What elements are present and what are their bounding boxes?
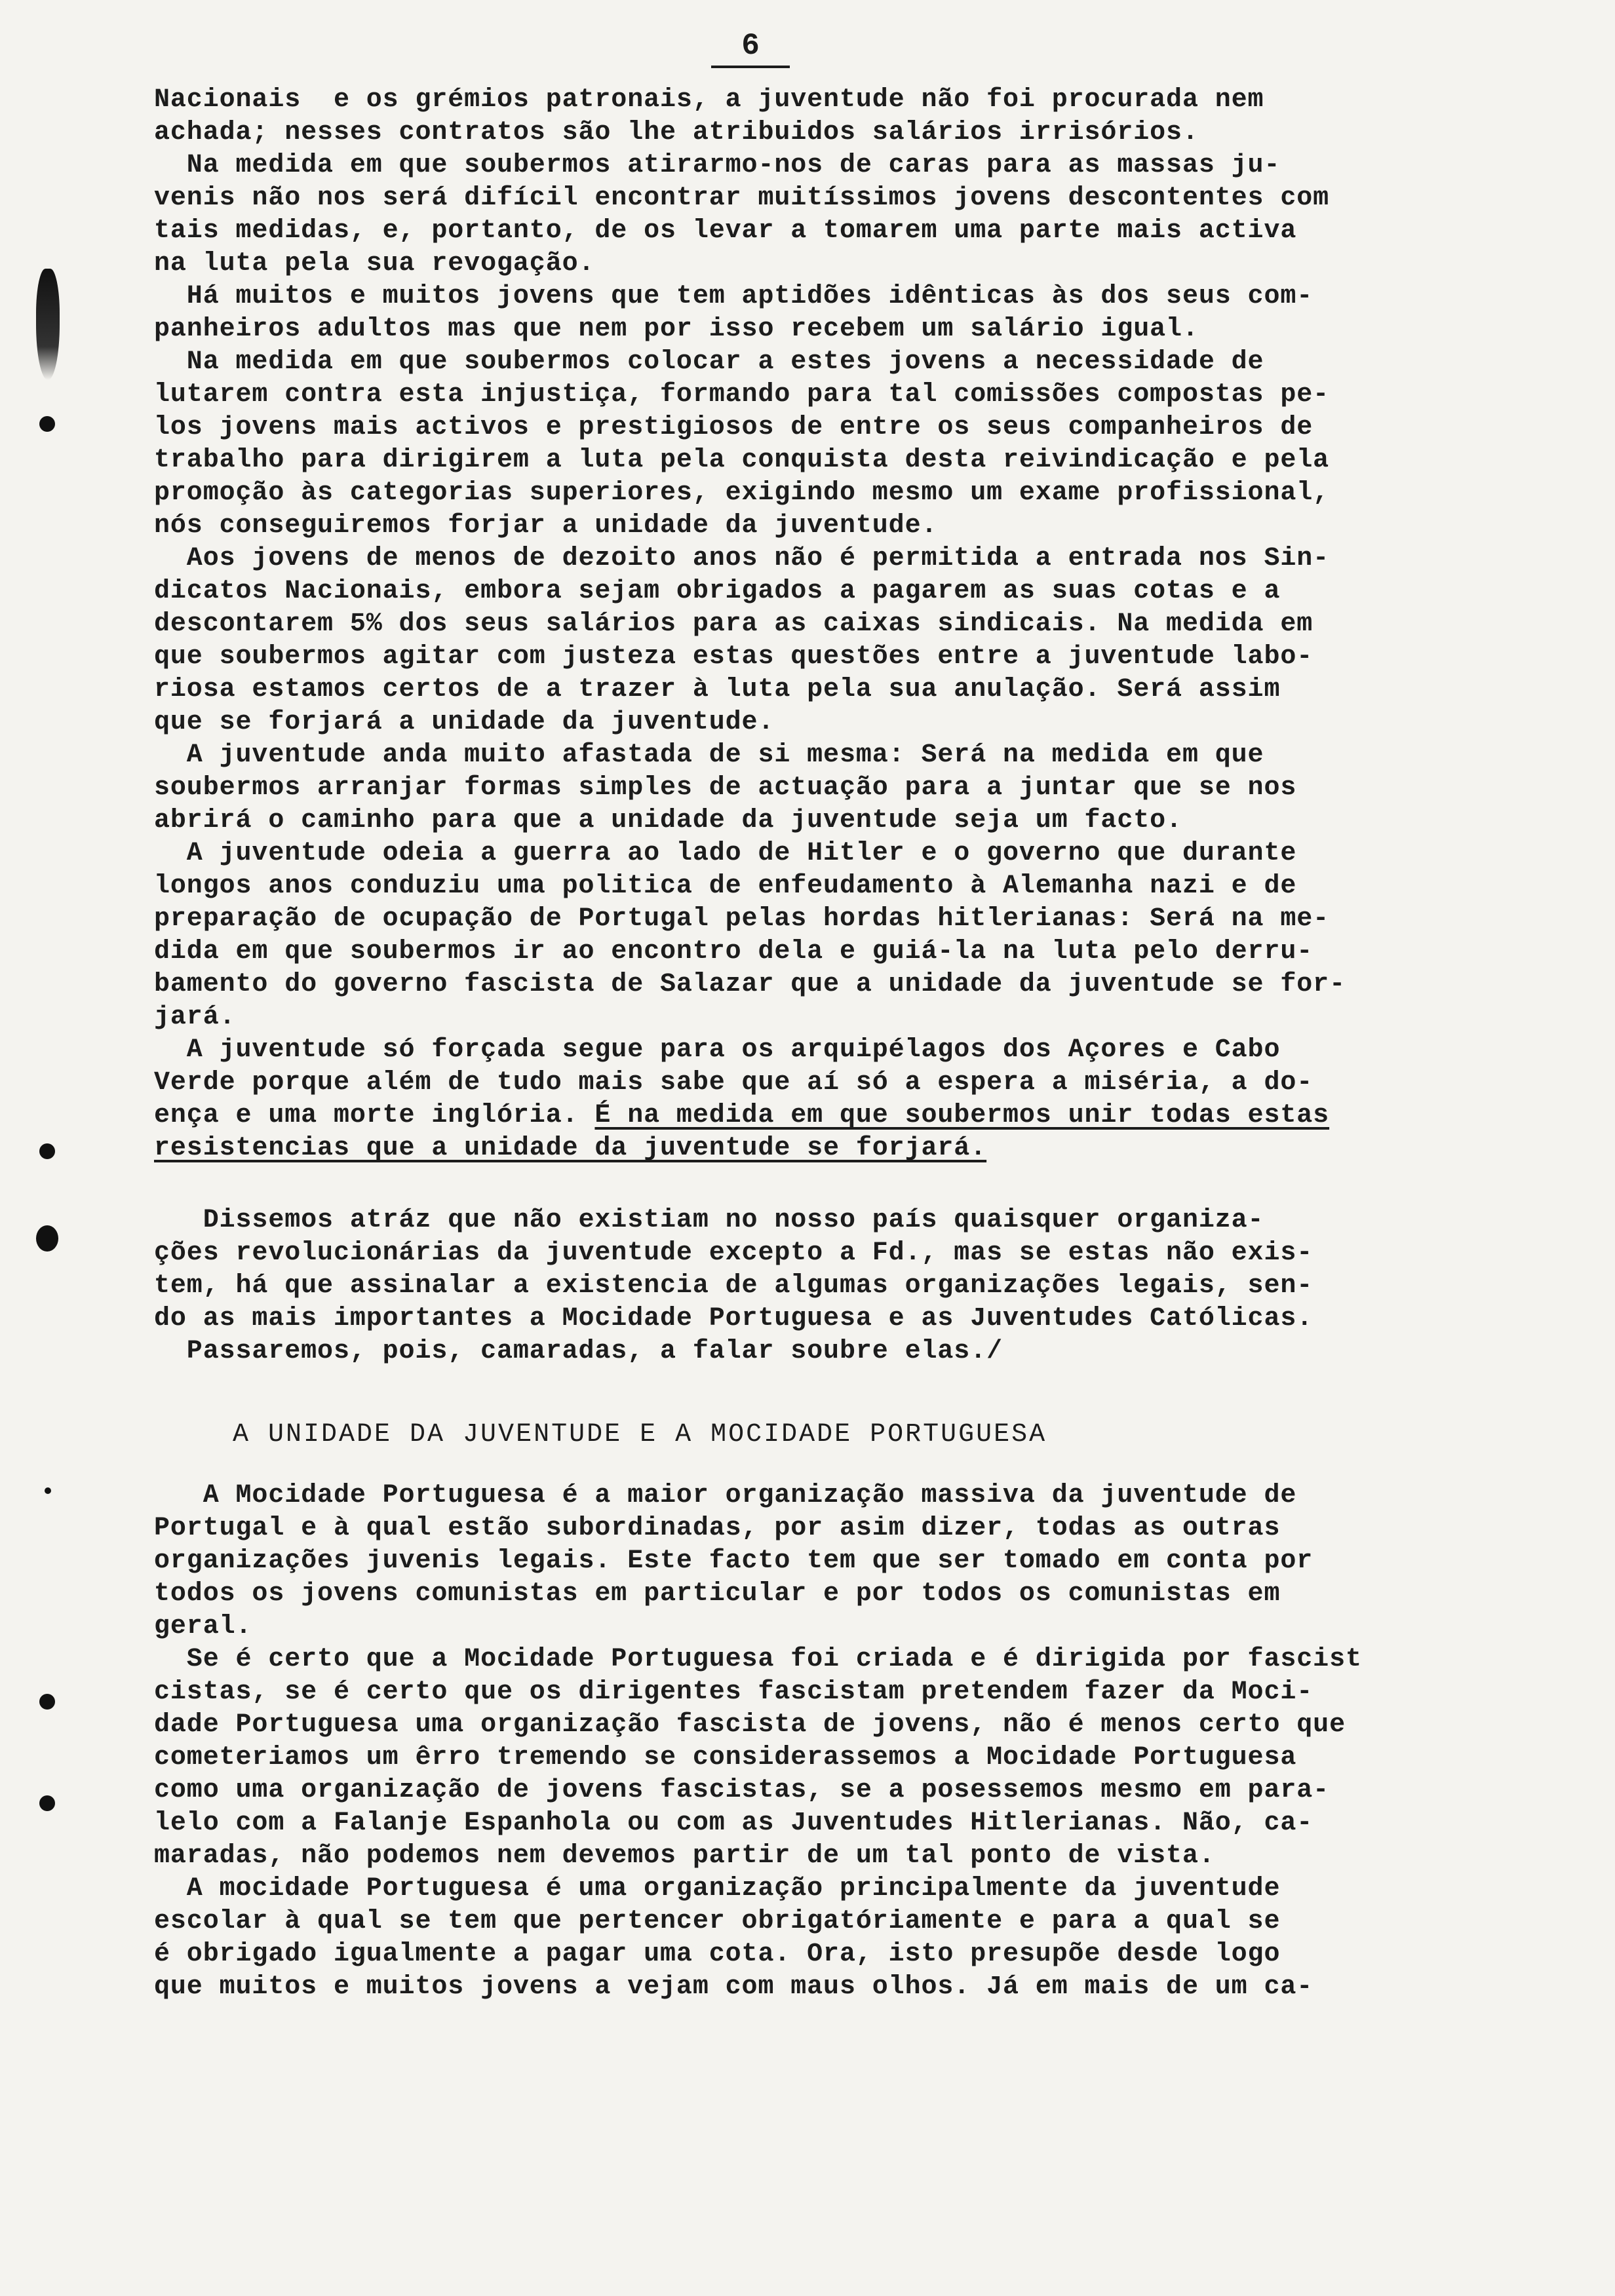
punch-hole-mark	[45, 1487, 51, 1494]
text-line: nós conseguiremos forjar a unidade da juventude.	[154, 511, 938, 541]
text-line: A juventude odeia a guerra ao lado de Hitler e o governo que durante	[154, 839, 1297, 868]
text-line: bamento do governo fascista de Salazar que a unidade da juventude se for-	[154, 970, 1346, 999]
page-number: 6	[711, 26, 790, 68]
text-line: cometeriamos um êrro tremendo se considerassemos a Mocidade Portuguesa	[154, 1743, 1297, 1772]
punch-hole-mark	[36, 1225, 58, 1252]
text-line: panheiros adultos mas que nem por isso recebem um salário igual.	[154, 315, 1199, 344]
text-line: Se é certo que a Mocidade Portuguesa foi criada e é dirigida por fascist	[154, 1645, 1362, 1674]
text-line-underlined: ença e uma morte inglória. É na medida em que soubermos unir todas estas	[154, 1101, 1330, 1130]
text-line: promoção às categorias superiores, exigindo mesmo um exame profissional,	[154, 478, 1330, 508]
text-line: dida em que soubermos ir ao encontro dela e guiá-la na luta pelo derru-	[154, 937, 1313, 966]
text-line: geral.	[154, 1612, 252, 1641]
text-line: achada; nesses contratos são lhe atribuidos salários irrisórios.	[154, 118, 1199, 147]
text-line: Na medida em que soubermos colocar a estes jovens a necessidade de	[154, 347, 1264, 377]
text-line: Verde porque além de tudo mais sabe que aí só a espera a miséria, a do-	[154, 1068, 1313, 1098]
text-line: como uma organização de jovens fascistas, se a posessemos mesmo em para-	[154, 1776, 1330, 1805]
text-line: tais medidas, e, portanto, de os levar a tomarem uma parte mais activa	[154, 216, 1297, 246]
underlined-phrase: É na medida em que soubermos unir todas estas	[594, 1101, 1330, 1130]
text-line: A juventude só forçada segue para os arquipélagos dos Açores e Cabo	[154, 1035, 1281, 1065]
text-line: cistas, se é certo que os dirigentes fascistam pretendem fazer da Moci-	[154, 1677, 1313, 1707]
punch-hole-mark	[39, 416, 55, 432]
text-line: jará.	[154, 1003, 236, 1032]
punch-hole-mark	[39, 1143, 55, 1159]
text-line: Nacionais e os grémios patronais, a juventude não foi procurada nem	[154, 85, 1264, 115]
text-line: ções revolucionárias da juventude excepto a Fd., mas se estas não exis-	[154, 1238, 1313, 1268]
text-line: Passaremos, pois, camaradas, a falar soubre elas./	[154, 1337, 1003, 1366]
text-line: tem, há que assinalar a existencia de algumas organizações legais, sen-	[154, 1271, 1313, 1301]
text-line: preparação de ocupação de Portugal pelas hordas hitlerianas: Será na me-	[154, 904, 1330, 934]
text-line: A mocidade Portuguesa é uma organização principalmente da juventude	[154, 1874, 1281, 1904]
text-line: dicatos Nacionais, embora sejam obrigados a pagarem as suas cotas e a	[154, 577, 1281, 606]
text-line: soubermos arranjar formas simples de actuação para a juntar que se nos	[154, 773, 1297, 803]
text-line: é obrigado igualmente a pagar uma cota. Ora, isto presupõe desde logo	[154, 1940, 1281, 1969]
text-line: organizações juvenis legais. Este facto tem que ser tomado em conta por	[154, 1546, 1313, 1576]
text-line: Há muitos e muitos jovens que tem aptidões idênticas às dos seus com-	[154, 282, 1313, 311]
text-line: maradas, não podemos nem devemos partir de um tal ponto de vista.	[154, 1841, 1215, 1871]
text-line: na luta pela sua revogação.	[154, 249, 595, 278]
text-line: longos anos conduziu uma politica de enfeudamento à Alemanha nazi e de	[154, 871, 1297, 901]
text-line: Na medida em que soubermos atirarmo-nos de caras para as massas ju-	[154, 151, 1281, 180]
text-line: A Mocidade Portuguesa é a maior organização massiva da juventude de	[154, 1481, 1297, 1510]
text-line: trabalho para dirigirem a luta pela conquista desta reivindicação e pela	[154, 446, 1330, 475]
text-line: lelo com a Falanje Espanhola ou com as Juventudes Hitlerianas. Não, ca-	[154, 1808, 1313, 1838]
text-line: que se forjará a unidade da juventude.	[154, 708, 775, 737]
text-line: A juventude anda muito afastada de si mesma: Será na medida em que	[154, 740, 1264, 770]
punch-hole-mark	[39, 1795, 55, 1811]
text-line: que soubermos agitar com justeza estas questões entre a juventude labo-	[154, 642, 1313, 672]
text-line: lutarem contra esta injustiça, formando para tal comissões compostas pe-	[154, 380, 1330, 410]
text-line: Aos jovens de menos de dezoito anos não é permitida a entrada nos Sin-	[154, 544, 1330, 573]
text-line: venis não nos será difícil encontrar muitíssimos jovens descontentes com	[154, 183, 1330, 213]
text-line: Portugal e à qual estão subordinadas, por asim dizer, todas as outras	[154, 1514, 1281, 1543]
text-line: dade Portuguesa uma organização fascista de jovens, não é menos certo que	[154, 1710, 1346, 1740]
text-line: todos os jovens comunistas em particular e por todos os comunistas em	[154, 1579, 1281, 1609]
section-heading: A UNIDADE DA JUVENTUDE E A MOCIDADE PORTUGUESA	[233, 1420, 1047, 1449]
punch-hole-mark	[39, 1694, 55, 1710]
text-line: Dissemos atráz que não existiam no nosso país quaisquer organiza-	[154, 1206, 1264, 1235]
text-line: descontarem 5% dos seus salários para as caixas sindicais. Na medida em	[154, 609, 1313, 639]
ink-smudge	[36, 269, 60, 380]
text-line-underlined: resistencias que a unidade da juventude se forjará.	[154, 1134, 987, 1163]
text-line: do as mais importantes a Mocidade Portuguesa e as Juventudes Católicas.	[154, 1304, 1313, 1333]
text-line: los jovens mais activos e prestigiosos de entre os seus companheiros de	[154, 413, 1313, 442]
text-line: abrirá o caminho para que a unidade da juventude seja um facto.	[154, 806, 1182, 835]
text-line: que muitos e muitos jovens a vejam com maus olhos. Já em mais de um ca-	[154, 1972, 1313, 2002]
text-line: riosa estamos certos de a trazer à luta pela sua anulação. Será assim	[154, 675, 1281, 704]
text-line: escolar à qual se tem que pertencer obrigatóriamente e para a qual se	[154, 1907, 1281, 1936]
